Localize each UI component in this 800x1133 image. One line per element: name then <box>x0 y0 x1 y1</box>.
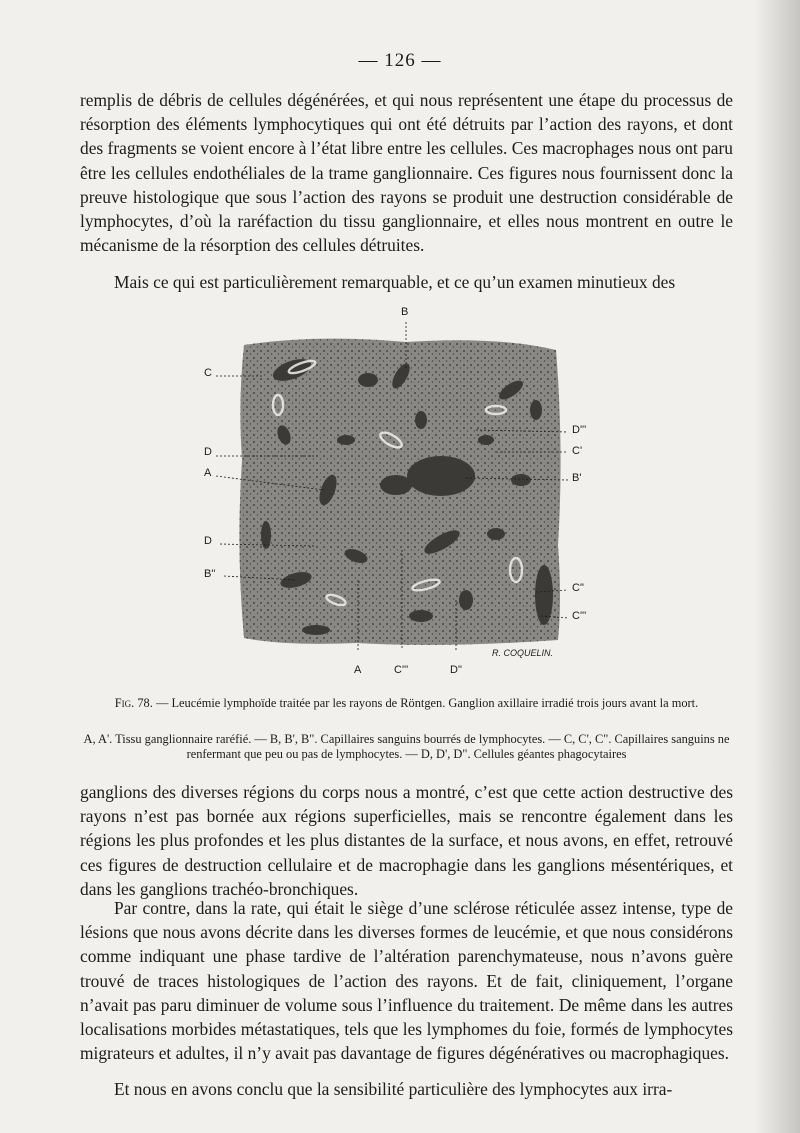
label-d3-right: D''' <box>572 424 587 436</box>
label-c-left: C <box>204 367 212 379</box>
paragraph-5 <box>80 1077 733 1101</box>
label-a-left: A <box>204 467 212 479</box>
label-b-top: B <box>401 306 409 318</box>
page-edge-shadow <box>754 0 800 1133</box>
tissue-illustration <box>196 300 616 685</box>
label-c3-bottom: C''' <box>394 664 409 676</box>
paragraph-4-text: Par contre, dans la rate, qui était le siège d’une sclérose réticulée assez intense, type de lésions que nous avons décrite dans les diverses formes de leucémie, et que nous considérons comme indiquant une phase tardive de l’altération parenchymateuse, nous n’avons guère trouvé de traces histologiques de l’action des rayons. Et de fait, cliniquement, l’organe n’avait pas paru diminuer de volume sous l’influence du traitement. De même dans les autres localisations morbides métastatiques, tels que les lymphomes du foie, formés de lymphocytes migrateurs et adultes, il n’y avait pas davantage de figures dégénératives ou macrophagiques. <box>80 898 733 1064</box>
label-a-bottom: A <box>354 664 362 676</box>
paragraph-1: remplis de débris de cellules dégénérées, et qui nous représentent une étape du processus de résorption des éléments lymphocytiques qui ont été détruits par l’action des rayons, et dont des fragments se voient encore à l’état libre entre les cellules. Ces macrophages nous ont paru être les cellules endothéliales de la trame ganglionnaire. Ces figures nous fournissent donc la preuve histologique que sous l’action des rayons se produit une destruction considérable de lymphocytes, d’où la raréfaction du tissu ganglionnaire, et elles nous montrent en outre le mécanisme de la résorption des cellules détruites. <box>80 90 733 256</box>
label-b1-right: B' <box>572 472 582 484</box>
paragraph-4 <box>80 896 733 1065</box>
label-c2-right: C" <box>572 582 584 594</box>
figure-caption-text: — Leucémie lymphoïde traitée par les rayons de Röntgen. Ganglion axillaire irradié trois jours avant la mort. <box>155 696 699 710</box>
figure-number: Fig. 78. <box>114 696 153 710</box>
paragraph-3: ganglions des diverses régions du corps nous a montré, c’est que cette action destructive des rayons n’est pas bornée aux régions superficielles, mais se rencontre également dans les régions les plus profondes et les plus distantes de la surface, et nous avons, en effet, retrouvé ces figures de destruction cellulaire et de macrophagie dans les ganglions mésentériques, et dans les ganglions trachéo-bronchiques. <box>80 782 733 899</box>
giant-cell <box>407 456 475 496</box>
paragraph-2 <box>80 270 733 294</box>
label-d-left-1: D <box>204 446 212 458</box>
label-c1-right: C' <box>572 445 583 457</box>
figure-caption-title <box>80 696 733 711</box>
label-d-left-2: D <box>204 535 212 547</box>
label-d2-bottom: D" <box>450 664 462 676</box>
paragraph-2-text: Mais ce qui est particulièrement remarquable, et ce qu’un examen minutieux des <box>114 272 676 292</box>
label-b2-left: B" <box>204 568 216 580</box>
paragraph-5-text: Et nous en avons conclu que la sensibilité particulière des lymphocytes aux irra- <box>114 1079 673 1099</box>
histology-figure <box>196 300 616 685</box>
page-number: — 126 — <box>358 50 442 71</box>
figure-caption-legend: A, A'. Tissu ganglionnaire raréfié. — B, B', B". Capillaires sanguins bourrés de lymphocytes. — C, C', C". Capillaires sanguins ne renfermant que peu ou pas de lymphocytes. — D, D', D". Cellules géantes phagocytaires <box>83 732 730 761</box>
label-c3-right: C''' <box>572 610 587 622</box>
artist-signature: R. COQUELIN. <box>492 648 554 658</box>
